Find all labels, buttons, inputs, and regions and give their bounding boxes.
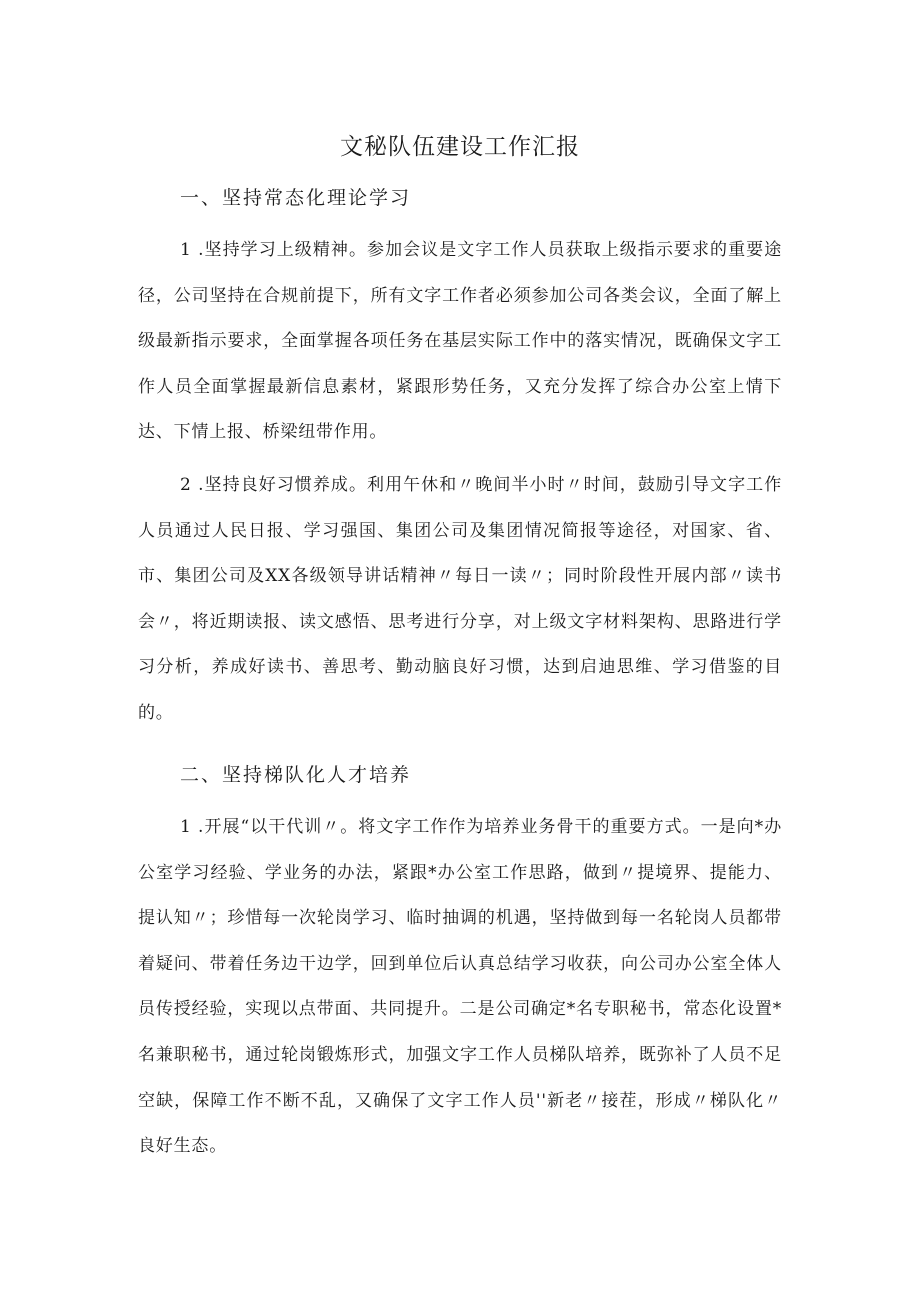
section-heading: 一、坚持常态化理论学习: [180, 187, 412, 209]
paragraph: 1 .坚持学习上级精神。参加会议是文字工作人员获取上级指示要求的重要途径，公司坚持在合规前提下，所有文字工作者必须参加公司各类会议，全面了解上级最新指示要求，全面掌握各项任务在基层实际工作中的落实情况，既确保文字工作人员全面掌握最新信息素材，紧跟形势任务，又充分发挥了综合办公室上情下达、下情上报、桥梁纽带作用。: [138, 240, 782, 443]
section-heading: 二、坚持梯队化人才培养: [180, 764, 412, 786]
document-title: 文秘队伍建设工作汇报: [340, 134, 580, 160]
paragraph: 1 .开展“以干代训〃。将文字工作作为培养业务骨干的重要方式。一是向*办公室学习经验、学业务的办法，紧跟*办公室工作思路，做到〃提境界、提能力、提认知〃；珍惜每一次轮岗学习、临时抽调的机遇，坚持做到每一名轮岗人员都带着疑问、带着任务边干边学，回到单位后认真总结学习收获，向公司办公室全体人员传授经验，实现以点带面、共同提升。二是公司确定*名专职秘书，常态化设置*名兼职秘书，通过轮岗锻炼形式，加强文字工作人员梯队培养，既弥补了人员不足空缺，保障工作不断不乱，又确保了文字工作人员''新老〃接茬，形成〃梯队化〃良好生态。: [138, 817, 782, 1157]
paragraph: 2 .坚持良好习惯养成。利用午休和〃晚间半小时〃时间，鼓励引导文字工作人员通过人民日报、学习强国、集团公司及集团情况简报等途径，对国家、省、市、集团公司及XX各级领导讲话精神〃每日一读〃；同时阶段性开展内部〃读书会〃，将近期读报、读文感悟、思考进行分享，对上级文字材料架构、思路进行学习分析，养成好读书、善思考、勤动脑良好习惯，达到启迪思维、学习借鉴的目的。: [138, 475, 782, 723]
